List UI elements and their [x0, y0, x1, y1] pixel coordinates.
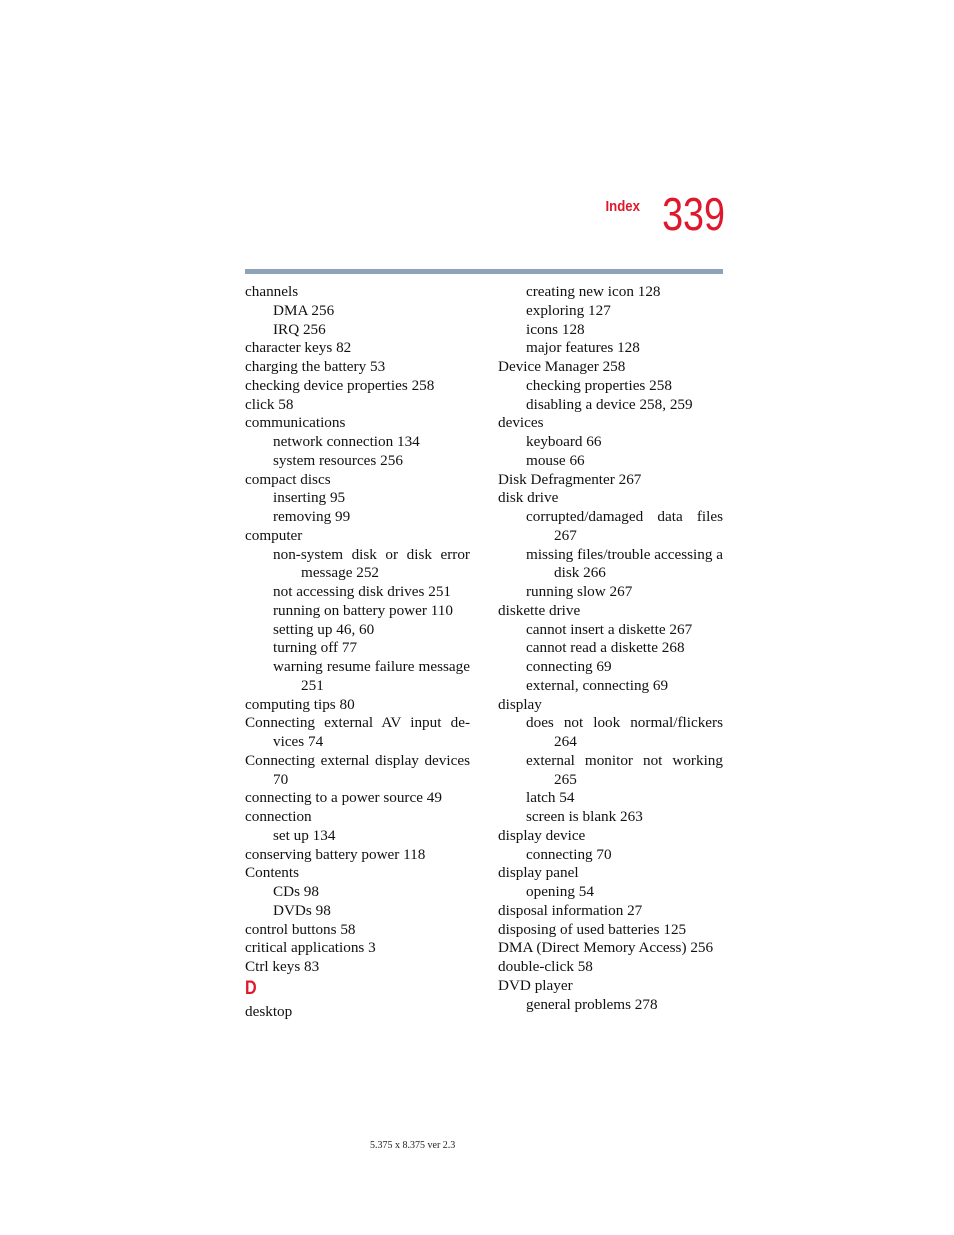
index-subentry: corrupted/damaged data files 267 — [526, 508, 723, 544]
index-entry: Ctrl keys 83 — [245, 958, 320, 975]
index-subentry: screen is blank 263 — [526, 808, 643, 825]
header-rule — [245, 269, 723, 274]
index-subentry: connecting 69 — [526, 658, 612, 675]
section-letter: D — [245, 977, 257, 999]
index-subentry: IRQ 256 — [273, 320, 326, 338]
index-subentry: general problems 278 — [526, 995, 658, 1013]
index-subentry: network connection 134 — [273, 433, 420, 450]
page-number: 339 — [662, 188, 725, 240]
index-entry: computer — [245, 526, 303, 544]
header-label: Index — [605, 198, 640, 215]
index-entry: desktop — [245, 1002, 293, 1020]
index-entry: connecting to a power source 49 — [245, 789, 442, 807]
index-entry: diskette drive — [498, 601, 581, 619]
index-entry: disposing of used batteries 125 — [498, 920, 687, 938]
index-subentry: not accessing disk drives 251 — [273, 583, 452, 600]
index-subentry: latch 54 — [526, 789, 575, 807]
index-subentry: keyboard 66 — [526, 433, 602, 450]
index-subentry: external monitor not working 265 — [526, 751, 723, 788]
index-entry: DMA (Direct Memory Access) 256 — [498, 939, 714, 957]
index-subentry: setting up 46, 60 — [273, 620, 375, 638]
index-entry: connection — [245, 808, 312, 825]
index-subentry: icons 128 — [526, 320, 585, 338]
index-entry: display — [498, 695, 542, 713]
index-subentry: non-system disk or disk error message 252 — [273, 545, 470, 582]
index-entry: Connecting external display devices 70 — [245, 751, 470, 788]
index-entry: computing tips 80 — [245, 695, 355, 713]
index-subentry: checking properties 258 — [526, 376, 672, 394]
index-subentry: does not look normal/flickers 264 — [526, 714, 723, 750]
index-entry: DVD player — [498, 976, 573, 994]
index-subentry: exploring 127 — [526, 301, 611, 319]
index-column-right — [498, 283, 723, 1014]
index-subentry: system resources 256 — [273, 451, 403, 469]
index-subentry: major features 128 — [526, 339, 640, 357]
index-entry: checking device properties 258 — [245, 376, 435, 394]
index-subentry: mouse 66 — [526, 451, 585, 469]
index-subentry: set up 134 — [273, 826, 336, 844]
index-subentry: cannot read a diskette 268 — [526, 639, 685, 657]
index-entry: control buttons 58 — [245, 920, 356, 938]
index-column-left — [245, 283, 470, 1022]
footer-note: 5.375 x 8.375 ver 2.3 — [370, 1140, 456, 1151]
index-subentry: disabling a device 258, 259 — [526, 395, 693, 413]
index-subentry: warning resume failure message 251 — [273, 658, 470, 694]
index-entry: charging the battery 53 — [245, 358, 386, 375]
index-subentry: running slow 267 — [526, 583, 633, 600]
index-entry: double-click 58 — [498, 958, 593, 975]
index-subentry: cannot insert a diskette 267 — [526, 620, 693, 638]
index-entry: Contents — [245, 864, 300, 882]
index-subentry: DMA 256 — [273, 301, 335, 319]
index-entry: disposal information 27 — [498, 901, 643, 919]
index-entry: click 58 — [245, 395, 294, 413]
index-entry: critical applications 3 — [245, 939, 376, 957]
index-subentry: turning off 77 — [273, 639, 358, 657]
index-subentry: DVDs 98 — [273, 901, 331, 919]
index-subentry: creating new icon 128 — [526, 283, 661, 300]
index-entry: devices — [498, 414, 544, 432]
index-entry: Connecting external AV input de-vices 74 — [245, 714, 470, 750]
index-subentry: opening 54 — [526, 883, 594, 900]
index-entry: Device Manager 258 — [498, 358, 626, 375]
index-entry: conserving battery power 118 — [245, 845, 426, 863]
index-subentry: external, connecting 69 — [526, 676, 669, 694]
index-subentry: CDs 98 — [273, 883, 319, 900]
index-entry: channels — [245, 283, 299, 300]
index-entry: display device — [498, 826, 586, 844]
index-entry: character keys 82 — [245, 339, 352, 357]
index-subentry: running on battery power 110 — [273, 601, 453, 619]
index-entry: Disk Defragmenter 267 — [498, 470, 642, 488]
index-entry: display panel — [498, 864, 579, 882]
index-subentry: removing 99 — [273, 508, 351, 525]
index-subentry: missing files/trouble accessing a disk 266 — [526, 545, 723, 582]
index-subentry: inserting 95 — [273, 489, 346, 507]
index-entry: communications — [245, 414, 346, 432]
index-subentry: connecting 70 — [526, 845, 612, 863]
index-entry: disk drive — [498, 489, 559, 507]
index-entry: compact discs — [245, 470, 331, 488]
